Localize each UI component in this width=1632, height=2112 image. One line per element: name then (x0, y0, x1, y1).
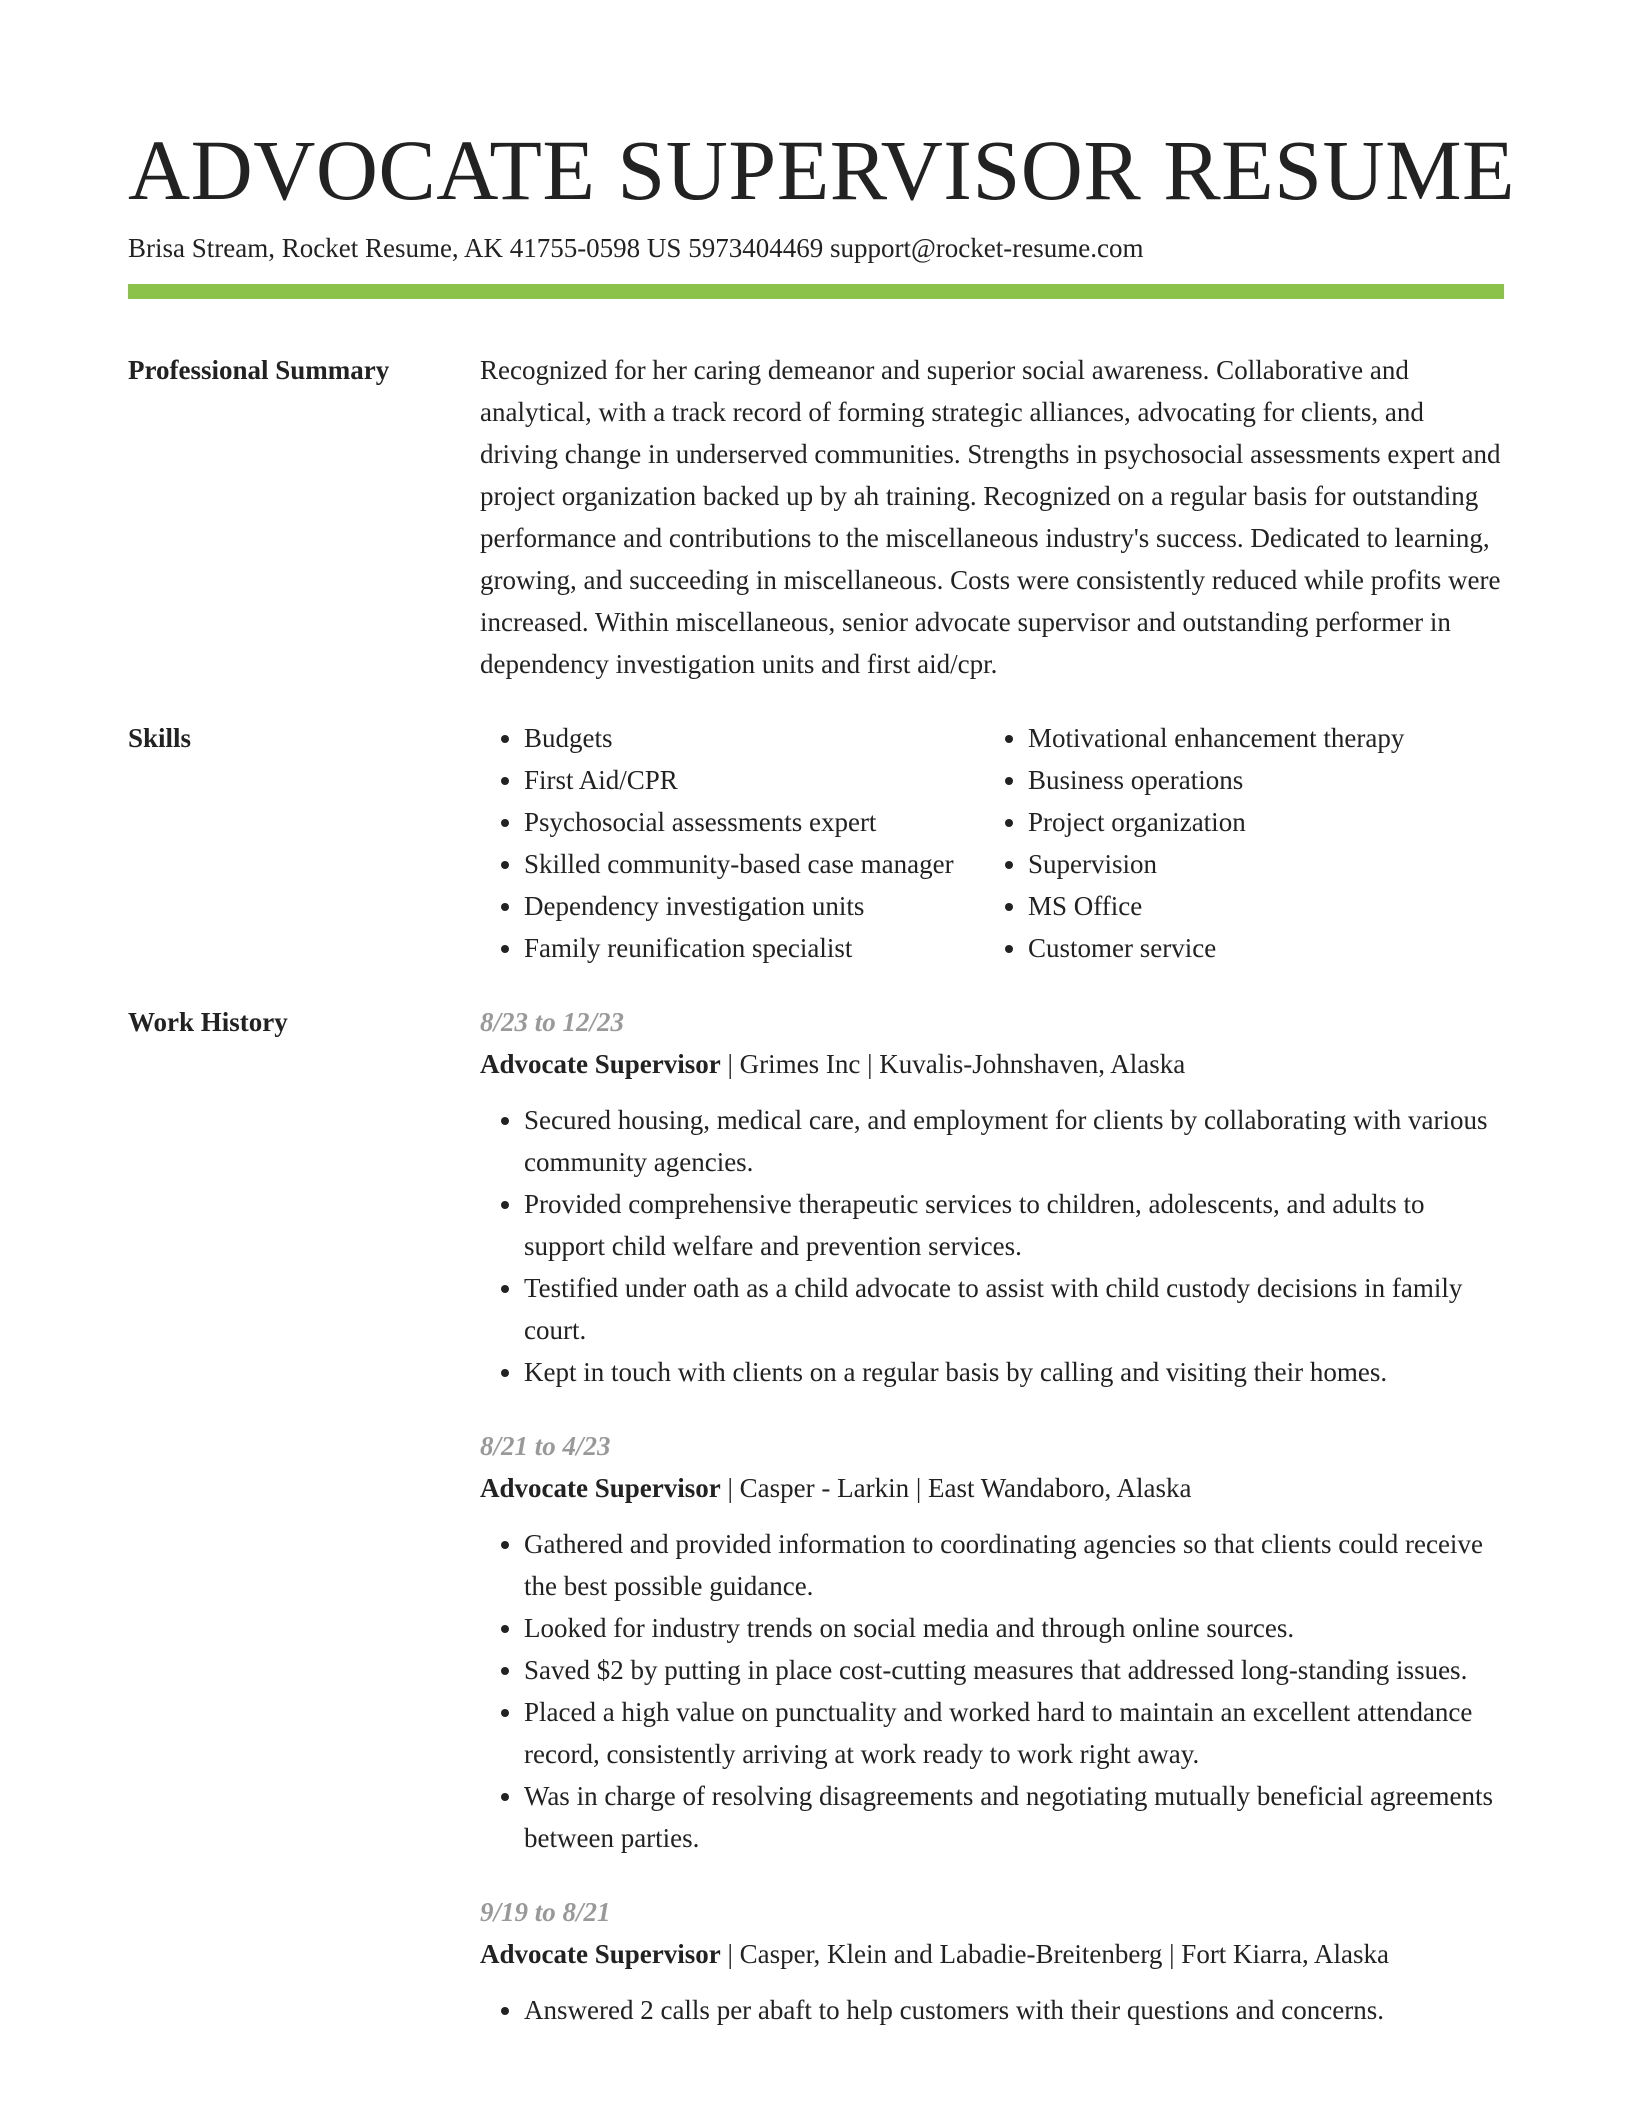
summary-body (480, 349, 1504, 685)
resume-title: ADVOCATE SUPERVISOR RESUME (128, 122, 1516, 218)
skills-list-left (480, 717, 984, 969)
accent-divider (128, 284, 1504, 299)
job-bullet: • Secured housing, medical care, and employment for clients by collaborating with various community agencies. (524, 1099, 1504, 1183)
skills-body (480, 717, 1504, 969)
summary-section (128, 349, 1504, 685)
summary-text: Recognized for her caring demeanor and superior social awareness. Collaborative and analytical, with a track record of forming strategic alliances, advocating for clients, and driving change in underserved communities. Strengths in psychosocial assessments expert and project organization backed up by ah training. Recognized on a regular basis for outstanding performance and contributions to the miscellaneous industry's success. Dedicated to learning, growing, and succeeding in miscellaneous. Costs were consistently reduced while profits were increased. Within miscellaneous, senior advocate supervisor and outstanding performer in dependency investigation units and first aid/cpr. (480, 355, 1501, 679)
job-bullet: • Kept in touch with clients on a regular basis by calling and visiting their homes. (524, 1351, 1504, 1393)
job-dates: 8/21 to 4/23 (480, 1431, 611, 1461)
skill-item: • Dependency investigation units (524, 885, 984, 927)
skills-label: Skills (128, 723, 192, 753)
skill-item: • Supervision (1028, 843, 1504, 885)
summary-label: Professional Summary (128, 355, 390, 385)
resume-page (128, 0, 1516, 2063)
job-entry (480, 1425, 1504, 1859)
job-bullet: • Placed a high value on punctuality and worked hard to maintain an excellent attendance record, consistently arriving at work ready to work right away. (524, 1691, 1504, 1775)
job-bullets (480, 1989, 1504, 2031)
work-history-body (480, 1001, 1504, 2063)
job-bullets (480, 1523, 1504, 1859)
skill-item: • Family reunification specialist (524, 927, 984, 969)
skill-item: • Budgets (524, 717, 984, 759)
job-heading (480, 1043, 1504, 1085)
job-entry (480, 1001, 1504, 1393)
job-bullet: • Was in charge of resolving disagreements and negotiating mutually beneficial agreements between parties. (524, 1775, 1504, 1859)
job-bullets (480, 1099, 1504, 1393)
skill-item: • Project organization (1028, 801, 1504, 843)
job-title: Advocate Supervisor (480, 1049, 721, 1079)
skill-item: • MS Office (1028, 885, 1504, 927)
skill-item: • Business operations (1028, 759, 1504, 801)
job-bullet: • Saved $2 by putting in place cost-cutting measures that addressed long-standing issues. (524, 1649, 1504, 1691)
work-history-label: Work History (128, 1007, 288, 1037)
skill-item: • Psychosocial assessments expert (524, 801, 984, 843)
skill-item: • Customer service (1028, 927, 1504, 969)
job-bullet: • Answered 2 calls per abaft to help customers with their questions and concerns. (524, 1989, 1504, 2031)
job-details: | Casper, Klein and Labadie-Breitenberg | Fort Kiarra, Alaska (720, 1939, 1389, 1969)
contact-line: Brisa Stream, Rocket Resume, AK 41755-0598 US 5973404469 support@rocket-resume.com (128, 233, 1144, 263)
job-title: Advocate Supervisor (480, 1939, 721, 1969)
job-bullet: • Provided comprehensive therapeutic services to children, adolescents, and adults to support child welfare and prevention services. (524, 1183, 1504, 1267)
job-entry (480, 1891, 1504, 2031)
job-heading (480, 1933, 1504, 1975)
job-dates: 9/19 to 8/21 (480, 1897, 611, 1927)
skills-list-right (984, 717, 1504, 969)
job-title: Advocate Supervisor (480, 1473, 721, 1503)
skill-item: • First Aid/CPR (524, 759, 984, 801)
skills-section (128, 717, 1504, 969)
job-bullet: • Looked for industry trends on social media and through online sources. (524, 1607, 1504, 1649)
job-details: | Casper - Larkin | East Wandaboro, Alaska (720, 1473, 1192, 1503)
job-bullet: • Gathered and provided information to coordinating agencies so that clients could receive the best possible guidance. (524, 1523, 1504, 1607)
job-dates: 8/23 to 12/23 (480, 1007, 625, 1037)
skill-item: • Motivational enhancement therapy (1028, 717, 1504, 759)
job-details: | Grimes Inc | Kuvalis-Johnshaven, Alaska (720, 1049, 1186, 1079)
skill-item: • Skilled community-based case manager (524, 843, 984, 885)
job-heading (480, 1467, 1504, 1509)
work-history-section (128, 1001, 1504, 2063)
job-bullet: • Testified under oath as a child advocate to assist with child custody decisions in family court. (524, 1267, 1504, 1351)
